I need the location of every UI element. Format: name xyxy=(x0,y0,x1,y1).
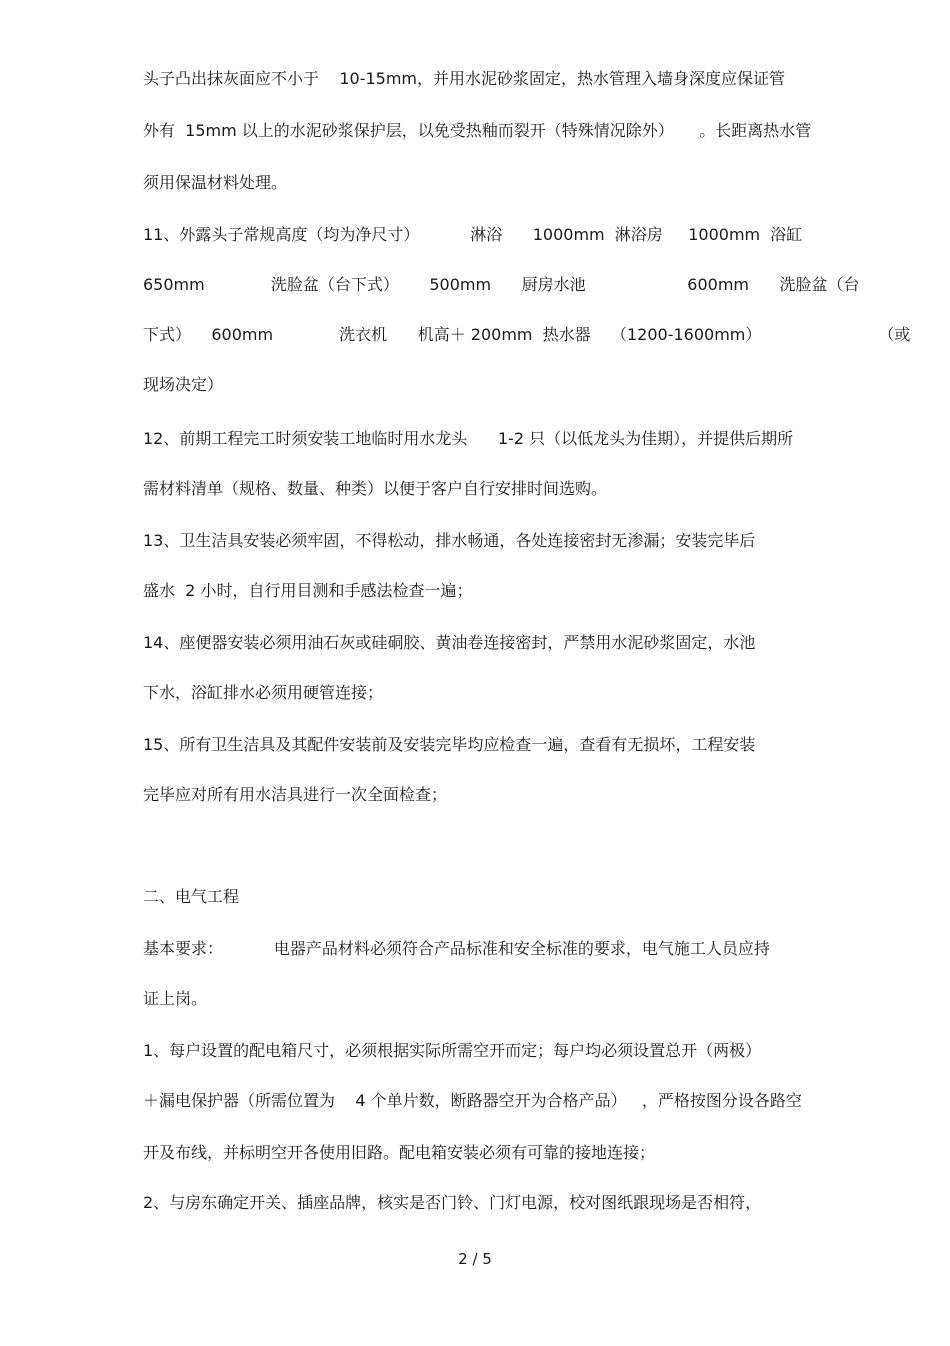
text-line: ＋漏电保护器（所需位置为 4 个单片数，断路器空开为合格产品） ，严格按图分设各路空 xyxy=(143,1091,802,1110)
text-line: 外有 15mm 以上的水泥砂浆保护层，以免受热釉而裂开（特殊情况除外） 。长距离热水管 xyxy=(143,121,812,140)
text-line: 完毕应对所有用水洁具进行一次全面检查； xyxy=(143,785,448,804)
text-line: 650mm 洗脸盆（台下式） 500mm 厨房水池 600mm 洗脸盆（台 xyxy=(143,275,860,294)
text-line: 盛水 2 小时，自行用目测和手感法检查一遍； xyxy=(143,581,473,600)
text-line: 下水，浴缸排水必须用硬管连接； xyxy=(143,683,384,702)
text-line: 基本要求： 电器产品材料必须符合产品标准和安全标准的要求，电气施工人员应持 xyxy=(143,939,770,958)
text-line: 14、座便器安装必须用油石灰或硅硐胶、黄油卷连接密封，严禁用水泥砂浆固定，水池 xyxy=(143,633,756,652)
text-line: 头子凸出抹灰面应不小于 10-15mm，并用水泥砂浆固定，热水管理入墙身深度应保证管 xyxy=(143,69,786,88)
text-line: 12、前期工程完工时须安装工地临时用水龙头 1-2 只（以低龙头为佳期），并提供后期所 xyxy=(143,429,794,448)
text-line: 开及布线，并标明空开各使用旧路。配电箱安装必须有可靠的接地连接； xyxy=(143,1143,656,1162)
text-line: 下式） 600mm 洗衣机 机高＋ 200mm 热水器 （1200-1600mm） （或 xyxy=(143,325,911,344)
text-line: 15、所有卫生洁具及其配件安装前及安装完毕均应检查一遍，查看有无损坏，工程安装 xyxy=(143,735,756,754)
text-line: 11、外露头子常规高度（均为净尺寸） 淋浴 1000mm 淋浴房 1000mm 浴缸 xyxy=(143,225,803,244)
text-line: 1、每户设置的配电箱尺寸，必须根据实际所需空开而定；每户均必须设置总开（两极） xyxy=(143,1041,762,1060)
text-line: 13、卫生洁具安装必须牢固，不得松动，排水畅通，各处连接密封无渗漏；安装完毕后 xyxy=(143,531,756,550)
text-line: 2、与房东确定开关、插座品牌，核实是否门铃、门灯电源，校对图纸跟现场是否相符， xyxy=(143,1193,762,1212)
text-line: 需材料清单（规格、数量、种类）以便于客户自行安排时间选购。 xyxy=(143,479,608,498)
text-line: 须用保温材料处理。 xyxy=(143,173,288,192)
text-line: 现场决定） xyxy=(143,375,224,394)
page-number: 2 / 5 xyxy=(458,1250,492,1268)
text-line: 证上岗。 xyxy=(143,989,208,1008)
section-heading: 二、电气工程 xyxy=(143,887,240,906)
